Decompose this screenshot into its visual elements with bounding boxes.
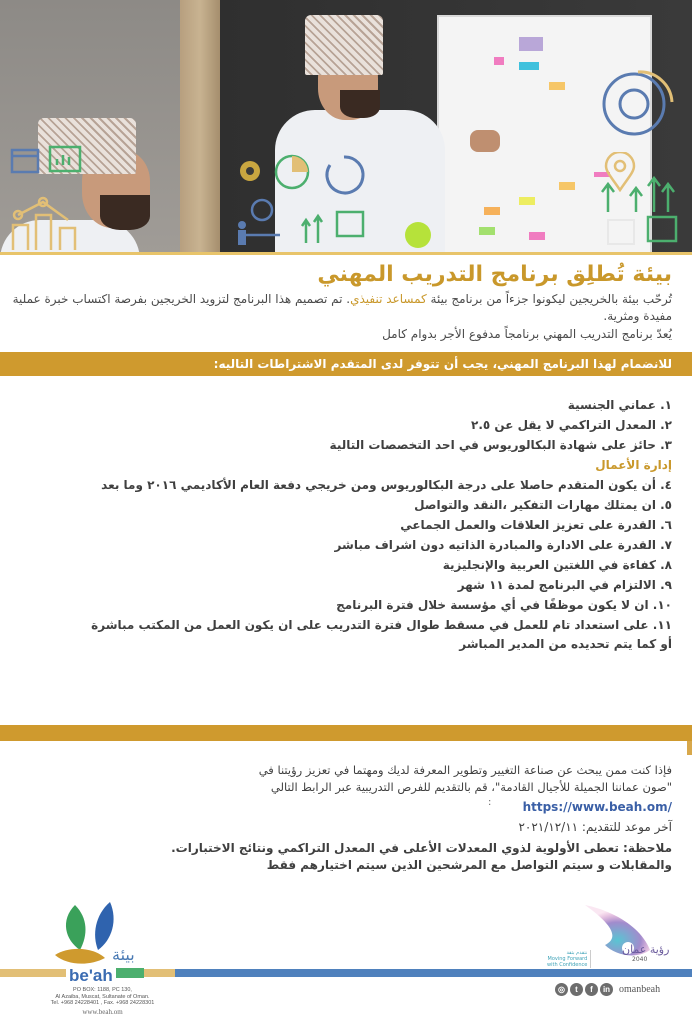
apply-paragraph <box>32 762 672 796</box>
note-line-1: ملاحظة: تعطى الأولوية لذوي المعدلات الأعلى في المعدل التراكمي ونتائج الاختبارات. <box>171 841 672 855</box>
bar-chart-icon <box>48 145 82 173</box>
gear-icon <box>234 155 266 187</box>
calendar-icon <box>606 215 636 247</box>
calendar-icon <box>10 145 40 175</box>
paid-program-note: يُعدّ برنامج التدريب المهني برنامجاً مدفوع الأجر بدوام كامل <box>382 327 672 341</box>
hero-divider <box>0 252 692 255</box>
requirements-banner <box>0 352 692 376</box>
chat-chart-icon <box>646 215 678 247</box>
website-text[interactable]: www.beah.om <box>82 1008 123 1016</box>
growth-arrows-icon <box>596 170 676 214</box>
stopwatch-team-icon <box>234 195 290 250</box>
list-item: ٦. القدرة على تعزيز العلاقات والعمل الجماعي <box>400 518 672 532</box>
list-item: ٢. المعدل التراكمي لا يقل عن ٢.٥ <box>471 418 672 432</box>
hero-image <box>0 0 692 255</box>
list-item: ٣. حائز على شهادة البكالوريوس في احد التخصصات التالية <box>329 438 672 452</box>
growth-arrows-icon <box>300 210 330 245</box>
logo-english: be'ah <box>66 966 116 986</box>
line-chart-icon <box>8 190 88 250</box>
motto-english: Moving Forward <box>547 956 588 962</box>
contact-line: Tel. +968 24228401 , Fax. +968 24228301 <box>50 1000 155 1006</box>
twitter-icon[interactable]: t <box>570 983 583 996</box>
instagram-icon[interactable]: ◎ <box>555 983 568 996</box>
list-item: ٩. الالتزام في البرنامج لمدة ١١ شهر <box>457 578 672 592</box>
social-links <box>555 983 660 996</box>
address-line: PO BOX: 1188, PC 130, <box>73 987 132 993</box>
address-line: Al Azaiba, Muscat, Sultanate of Oman. <box>55 993 150 1000</box>
section-divider-band <box>0 725 692 741</box>
apply-link[interactable]: https://www.beah.om/ <box>522 800 672 814</box>
deadline-text: آخر موعد للتقديم: ٢٠٢١/١٢/١١ <box>518 820 672 834</box>
motto-arabic: نتقدم بثقة <box>566 950 588 956</box>
band-tab <box>687 741 692 755</box>
apply-line-1: فإذا كنت ممن يبحث عن صناعة التغيير وتطوير المعرفة لديك ومهتما في تعزيز رؤيتنا في <box>258 763 672 777</box>
donut-chart-icon <box>596 62 680 146</box>
list-item-continuation: أو كما يتم تحديده من المدير المباشر <box>459 637 672 651</box>
intro-paragraph <box>0 291 672 325</box>
page-title: بيئة تُطلِق برنامج التدريب المهني <box>317 262 672 287</box>
colon-mark: : <box>488 797 492 808</box>
footer-stripe-blue <box>175 969 692 977</box>
intro-text-1: تُرحّب بيئة بالخريجين ليكونوا جزءاً من برنامج بيئة <box>426 292 672 306</box>
list-item: ١١. على استعداد تام للعمل في مسقط طوال فترة التدريب على ان يكون العمل من المكتب مباشرة <box>91 618 672 632</box>
pie-chart-icon <box>272 152 312 192</box>
vision-arabic: رؤية عمان <box>622 943 670 956</box>
list-item: ١. عماني الجنسية <box>567 398 672 412</box>
chat-chart-icon <box>335 210 365 245</box>
list-item: ٨. كفاءة في اللغتين العربية والإنجليزية <box>442 558 672 572</box>
specialization-label: إدارة الأعمال <box>595 458 672 472</box>
list-item: ٧. القدرة على الادارة والمبادرة الذاتيه دون اشراف مباشر <box>334 538 672 552</box>
requirements-banner-text: للانضمام لهذا البرنامج المهني، يجب أن تتوفر لدى المتقدم الاشتراطات التاليه: <box>213 357 672 371</box>
intro-text-2: . تم تصميم هذا البرنامج لتزويد الخريجين بفرصة اكتساب خبرة عملية مفيدة ومثرية. <box>12 292 672 323</box>
priority-note <box>0 840 672 874</box>
linkedin-icon[interactable]: in <box>600 983 613 996</box>
address-block <box>15 987 190 1007</box>
oman-vision-logo-icon <box>580 900 660 966</box>
intro-highlight: كمساعد تنفيذي <box>350 292 427 306</box>
note-line-2: والمقابلات و سيتم التواصل مع المرشحين الذين سيتم اختيارهم فقط <box>266 858 672 872</box>
motto-english: with Confidence <box>547 962 588 968</box>
social-handle: omanbeah <box>619 984 661 995</box>
refresh-icon <box>320 150 368 200</box>
motto-block <box>547 950 591 968</box>
wood-panel <box>180 0 220 255</box>
apply-line-2: "صون عماننا الجميلة للأجيال القادمة"، قم بالتقديم للفرص التدريبية عبر الرابط التالي <box>270 780 672 794</box>
list-item: ٤. أن يكون المتقدم حاصلا على درجة البكالوريوس ومن خريجي دفعة العام الأكاديمي ٢٠١٦ وما بعد <box>101 478 672 492</box>
list-item: ٥. ان يمتلك مهارات التفكير ،النقد والتواصل <box>414 498 672 512</box>
vision-year: 2040 <box>632 956 648 963</box>
requirements-list <box>32 395 672 654</box>
list-item: ١٠. ان لا يكون موظفًا في أي مؤسسة خلال فترة البرنامج <box>336 598 672 612</box>
facebook-icon[interactable]: f <box>585 983 598 996</box>
logo-arabic: بيئة <box>112 945 135 964</box>
